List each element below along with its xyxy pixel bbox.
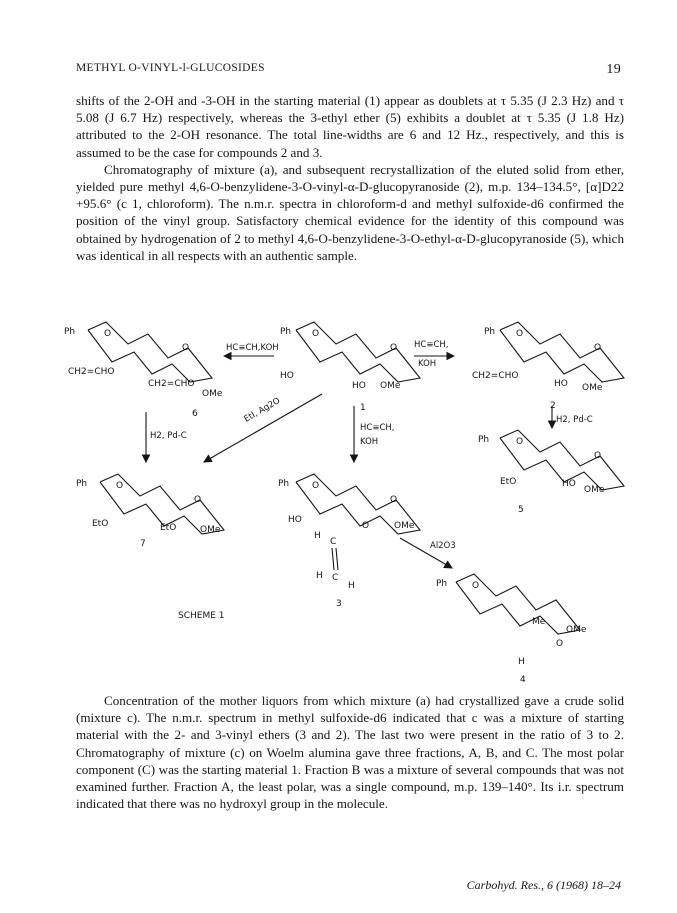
text-block-top [76, 92, 624, 264]
svg-text:HO: HO [280, 371, 294, 381]
svg-text:Ph: Ph [64, 327, 76, 337]
svg-text:H2, Pd-C: H2, Pd-C [556, 415, 593, 425]
compound-number-7: 7 [140, 539, 146, 549]
svg-text:O: O [194, 495, 202, 505]
svg-text:HC≡CH,: HC≡CH, [414, 340, 449, 350]
svg-text:OMe: OMe [380, 381, 401, 391]
compound-3 [278, 474, 420, 609]
journal-citation: Carbohyd. Res., 6 (1968) 18–24 [466, 878, 621, 892]
svg-text:HO: HO [554, 379, 568, 389]
svg-text:O: O [516, 329, 524, 339]
paragraph-3: Concentration of the mother liquors from which mixture (a) had crystallized gave a crude solid (mixture c). The n.m.r. spectrum in methyl sulfoxide-d6 indicated that c was a mixture of starting material with the 2- and 3-vinyl ethers (3 and 2). The last two were present in the ratio of 3 to 2. Chromatography of mixture (c) on Woelm alumina gave three fractions, A, B, and C. The most polar component (C) was the starting material 1. Fraction B was a mixture of several compounds that was not examined further. Fraction A, the least polar, was a single compound, m.p. 139–140°. Its i.r. spectrum indicated that there was no hydroxyl group in the molecule. [76, 693, 624, 812]
compound-6 [64, 322, 223, 419]
svg-text:H: H [518, 657, 525, 667]
svg-text:CH2=CHO: CH2=CHO [68, 367, 115, 377]
compound-2 [472, 322, 624, 411]
svg-text:HO: HO [562, 479, 576, 489]
svg-text:H: H [314, 531, 321, 541]
compound-5 [478, 430, 624, 515]
compound-7 [76, 474, 224, 549]
svg-text:O: O [182, 343, 190, 353]
svg-text:KOH: KOH [418, 359, 437, 369]
reaction-scheme [60, 312, 640, 688]
svg-text:O: O [312, 329, 320, 339]
page-number: 19 [606, 62, 621, 77]
svg-text:OMe: OMe [202, 389, 223, 399]
text-block-bottom [76, 692, 624, 812]
svg-text:H: H [348, 581, 355, 591]
svg-text:H: H [316, 571, 323, 581]
svg-text:O: O [594, 451, 602, 461]
running-title: METHYL O-VINYL-l-GLUCOSIDES [76, 62, 265, 74]
svg-text:EtO: EtO [160, 523, 177, 533]
compound-number-1: 1 [360, 403, 366, 413]
svg-text:Ph: Ph [76, 479, 88, 489]
svg-text:EtO: EtO [500, 477, 517, 487]
svg-text:H2, Pd-C: H2, Pd-C [150, 431, 187, 441]
svg-text:O: O [516, 437, 524, 447]
svg-text:C: C [332, 573, 339, 583]
compound-number-3: 3 [336, 599, 342, 609]
svg-text:O: O [390, 343, 398, 353]
svg-text:O: O [556, 639, 564, 649]
svg-text:CH2=CHO: CH2=CHO [148, 379, 195, 389]
compound-number-2: 2 [550, 401, 556, 411]
svg-text:Ph: Ph [436, 579, 448, 589]
svg-text:O: O [390, 495, 398, 505]
compound-number-4: 4 [520, 675, 526, 685]
svg-text:OMe: OMe [582, 383, 603, 393]
svg-text:Ph: Ph [484, 327, 496, 337]
paragraph-1: shifts of the 2-OH and -3-OH in the starting material (1) appear as doublets at τ 5.35 (J 2.3 Hz) and τ 5.08 (J 6.7 Hz) respectively, whereas the 3-ethyl ether (5) exhibits a doublet at τ 5.35 (J 1.8 Hz) attributed to the 2-OH resonance. The total line-widths are 6 and 12 Hz., respectively, and this is assumed to be the case for compounds 2 and 3. [76, 93, 624, 160]
svg-text:OMe: OMe [200, 525, 221, 535]
svg-text:Ph: Ph [478, 435, 490, 445]
compound-4 [436, 574, 587, 685]
reagent-acetylene-koh-left: HC≡CH,KOH [226, 343, 279, 353]
svg-text:O: O [594, 343, 602, 353]
svg-text:OMe: OMe [394, 521, 415, 531]
svg-text:O: O [312, 481, 320, 491]
svg-text:OMe: OMe [584, 485, 605, 495]
svg-text:O: O [362, 521, 370, 531]
scheme-caption: SCHEME 1 [178, 611, 225, 621]
svg-text:HC≡CH,: HC≡CH, [360, 423, 395, 433]
compound-1 [280, 322, 420, 413]
compound-number-5: 5 [518, 505, 524, 515]
svg-text:EtI, Ag2O: EtI, Ag2O [242, 395, 283, 425]
svg-text:OMe: OMe [566, 625, 587, 635]
svg-text:CH2=CHO: CH2=CHO [472, 371, 519, 381]
svg-text:HO: HO [352, 381, 366, 391]
svg-text:EtO: EtO [92, 519, 109, 529]
svg-text:Al2O3: Al2O3 [430, 541, 456, 551]
svg-text:HO: HO [288, 515, 302, 525]
compound-number-6: 6 [192, 409, 198, 419]
svg-text:C: C [330, 537, 337, 547]
svg-text:KOH: KOH [360, 437, 379, 447]
svg-text:O: O [104, 329, 112, 339]
svg-text:O: O [116, 481, 124, 491]
svg-text:Ph: Ph [280, 327, 292, 337]
svg-text:Ph: Ph [278, 479, 290, 489]
svg-text:O: O [472, 581, 480, 591]
svg-text:Me: Me [532, 617, 546, 627]
paragraph-2: Chromatography of mixture (a), and subsequent recrystallization of the eluted solid from ether, yielded pure methyl 4,6-O-benzylidene-3-O-vinyl-α-D-glucopyranoside (2), m.p. 134–134.5°, [α]D22 +95.6° (c 1, chloroform). The n.m.r. spectra in chloroform-d and methyl sulfoxide-d6 confirmed the position of the vinyl group. Satisfactory chemical evidence for the identity of this compound was obtained by hydrogenation of 2 to methyl 4,6-O-benzylidene-3-O-ethyl-α-D-glucopyranoside (5), which was identical in all respects with an authentic sample. [76, 161, 624, 263]
